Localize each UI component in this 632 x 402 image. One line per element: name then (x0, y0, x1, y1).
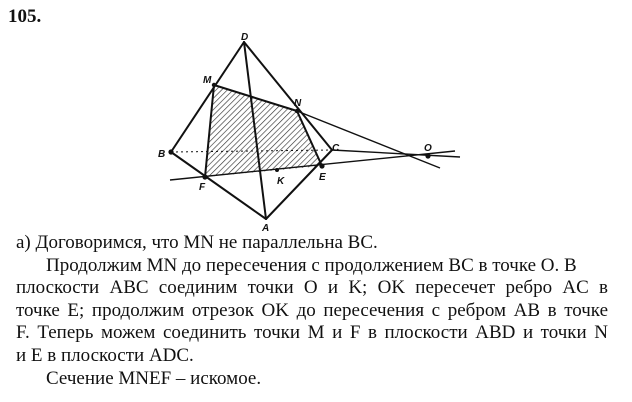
label-a: A (262, 223, 270, 234)
label-k: K (277, 176, 285, 187)
point-m (212, 83, 216, 87)
label-n: N (294, 98, 302, 109)
solution-line-4: точке E; продолжим отрезок OK до пересечения с ребром AB в точке (16, 299, 608, 321)
solution-line-7: Сечение MNEF – искомое. (46, 367, 262, 389)
point-e (319, 163, 324, 168)
label-m: M (203, 75, 212, 86)
solution-line-6: и E в плоскости ADC. (16, 344, 194, 366)
label-b: B (158, 149, 166, 160)
solution-line-5: F. Теперь можем соединить точки M и F в плоскости ABD и точки N (16, 322, 608, 344)
label-c: C (332, 143, 340, 154)
point-o (425, 153, 430, 158)
label-d: D (241, 32, 249, 43)
label-e: E (319, 172, 326, 183)
solution-line-2: Продолжим MN до пересечения с продолжением BC в точке O. В (46, 254, 577, 276)
solution-line-1: а) Договоримся, что MN не параллельна BC. (16, 232, 378, 253)
label-f: F (199, 182, 206, 193)
point-n (295, 109, 299, 113)
solution-line-3: плоскости ABC соединим точки O и K; OK пересечет ребро AC в (16, 277, 608, 299)
point-f (202, 174, 207, 179)
solution-text (16, 232, 608, 390)
label-o: O (424, 143, 432, 154)
problem-number: 105. (8, 6, 42, 27)
point-b (168, 149, 173, 154)
point-k (275, 168, 279, 172)
section-mnef (205, 85, 322, 177)
